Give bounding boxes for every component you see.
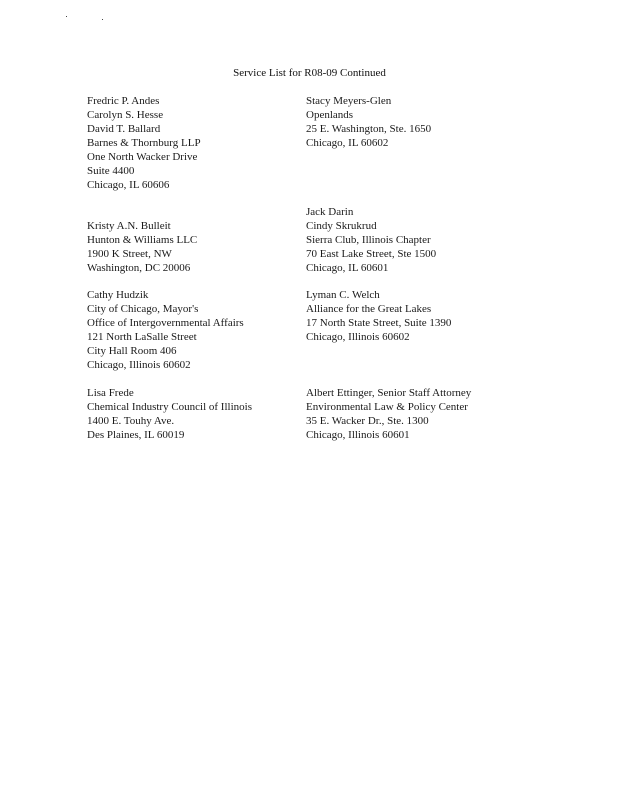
- entry-line: City Hall Room 406: [87, 345, 177, 357]
- entry-line: Lisa Frede: [87, 387, 134, 399]
- entry-line: One North Wacker Drive: [87, 151, 198, 163]
- entry-line: Jack Darin: [306, 206, 354, 218]
- service-entry-frede: [87, 386, 252, 442]
- entry-line: Chicago, Illinois 60602: [306, 331, 410, 343]
- entry-line: Chicago, IL 60602: [306, 137, 389, 149]
- entry-line: Office of Intergovernmental Affairs: [87, 317, 244, 329]
- entry-line: Albert Ettinger, Senior Staff Attorney: [306, 387, 472, 399]
- service-entry-hudzik: [87, 288, 244, 372]
- entry-line: Sierra Club, Illinois Chapter: [306, 234, 431, 246]
- service-entry-ettinger: [306, 386, 471, 442]
- document-title: Service List for R08-09 Continued: [233, 67, 386, 79]
- entry-line: 1400 E. Touhy Ave.: [87, 415, 175, 427]
- service-entry-meyers-glen: [306, 94, 431, 150]
- entry-line: Cathy Hudzik: [87, 289, 149, 301]
- entry-line: Des Plaines, IL 60019: [87, 429, 185, 441]
- scan-speck: [66, 16, 67, 17]
- entry-line: Cindy Skrukrud: [306, 220, 377, 232]
- entry-line: Chicago, Illinois 60602: [87, 359, 191, 371]
- entry-line: City of Chicago, Mayor's: [87, 303, 199, 315]
- entry-line: Alliance for the Great Lakes: [306, 303, 432, 315]
- scan-speck: [102, 19, 103, 20]
- entry-line: 1900 K Street, NW: [87, 248, 172, 260]
- entry-line: Kristy A.N. Bulleit: [87, 220, 171, 232]
- entry-line: Chicago, Illinois 60601: [306, 429, 410, 441]
- entry-line: Washington, DC 20006: [87, 262, 191, 274]
- entry-line: 25 E. Washington, Ste. 1650: [306, 123, 432, 135]
- entry-line: David T. Ballard: [87, 123, 161, 135]
- entry-line: Stacy Meyers-Glen: [306, 95, 392, 107]
- entry-line: 17 North State Street, Suite 1390: [306, 317, 452, 329]
- entry-line: Carolyn S. Hesse: [87, 109, 164, 121]
- entry-line: 121 North LaSalle Street: [87, 331, 197, 343]
- entry-line: 70 East Lake Street, Ste 1500: [306, 248, 437, 260]
- entry-line: Chicago, IL 60601: [306, 262, 389, 274]
- service-entry-andes: [87, 94, 201, 192]
- service-entry-welch: [306, 288, 451, 344]
- entry-line: Openlands: [306, 109, 354, 121]
- service-entry-darin: [306, 205, 436, 275]
- entry-line: Chemical Industry Council of Illinois: [87, 401, 252, 413]
- entry-line: Chicago, IL 60606: [87, 179, 170, 191]
- entry-line: Fredric P. Andes: [87, 95, 160, 107]
- service-entry-bulleit: [87, 219, 197, 275]
- entry-line: Environmental Law & Policy Center: [306, 401, 468, 413]
- entry-line: Barnes & Thornburg LLP: [87, 137, 201, 149]
- entry-line: Lyman C. Welch: [306, 289, 380, 301]
- entry-line: Suite 4400: [87, 165, 135, 177]
- entry-line: Hunton & Williams LLC: [87, 234, 198, 246]
- scan-specks: [66, 14, 106, 22]
- entry-line: 35 E. Wacker Dr., Ste. 1300: [306, 415, 429, 427]
